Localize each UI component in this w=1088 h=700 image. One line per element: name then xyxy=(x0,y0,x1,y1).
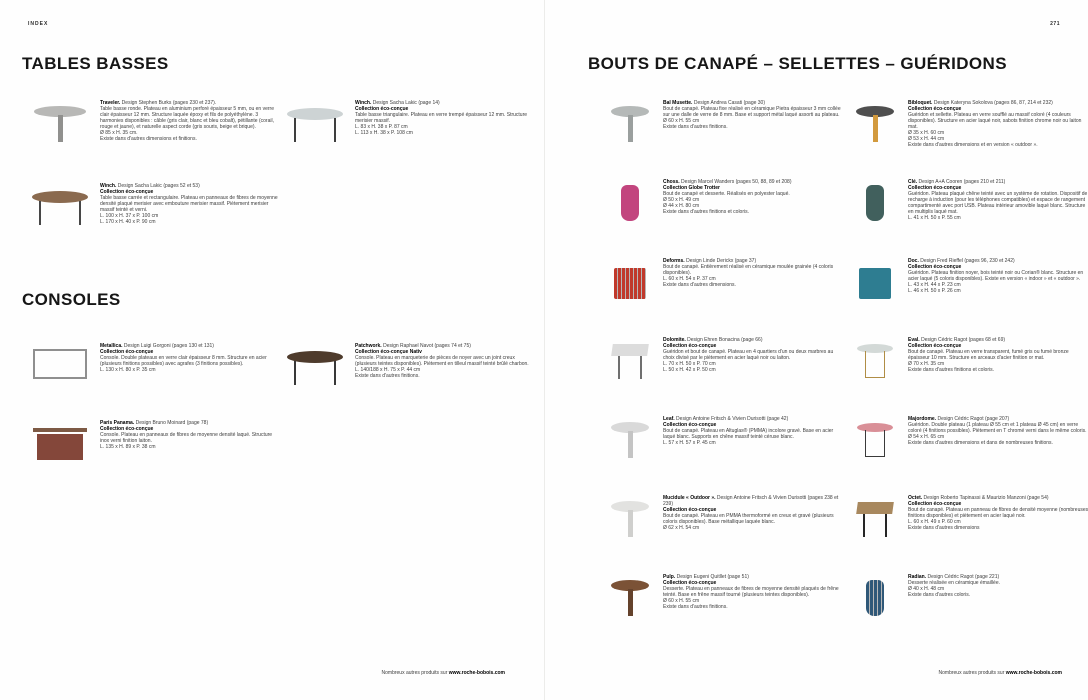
product-dimensions: L. 113 x H. 38 x P. 108 cm xyxy=(355,130,413,136)
product-entry-cle xyxy=(850,179,1088,258)
product-dimensions: Ø 60 x H. 55 cm xyxy=(663,118,700,124)
product-image-winch-verre xyxy=(286,102,344,144)
product-entry-radian xyxy=(850,574,1088,653)
product-image-mucidule xyxy=(608,497,652,539)
product-text xyxy=(100,343,280,373)
product-image-cell xyxy=(605,258,655,302)
product-designer-credit: Design Raphael Navot (pages 74 et 75) xyxy=(381,343,471,349)
product-image-cell xyxy=(28,183,92,227)
product-name: Patchwork. xyxy=(355,343,382,349)
product-dimensions: L. 135 x H. 89 x P. 38 cm xyxy=(100,444,156,450)
product-image-cle xyxy=(853,181,897,223)
product-designer-credit: Design Cédric Ragot (page 207) xyxy=(936,416,1010,422)
product-text xyxy=(908,495,1088,531)
product-text xyxy=(908,179,1088,221)
product-designer-credit: Design Linde Derickx (page 37) xyxy=(684,258,757,264)
product-designer-credit: Design Antoine Fritsch & Vivien Durisotti (page 42) xyxy=(674,416,789,422)
product-image-cell xyxy=(605,495,655,539)
product-entry-metallica xyxy=(28,343,280,420)
product-availability-note: Existe dans d'autres finitions. xyxy=(663,124,728,130)
product-collection: Collection éco-conçue xyxy=(663,343,717,349)
product-image-cell xyxy=(850,495,900,539)
product-name: Radian. xyxy=(908,574,927,580)
product-designer-credit: Design Sacha Lakic (pages 52 et 53) xyxy=(116,183,200,189)
product-entry-pulp xyxy=(605,574,845,653)
product-name: Dolomite. xyxy=(663,337,686,343)
product-dimensions: Ø 44 x H. 80 cm xyxy=(663,203,700,209)
product-image-base xyxy=(628,115,633,142)
product-image-base xyxy=(618,356,642,379)
product-entry-bal-musette xyxy=(605,100,845,179)
product-image-dolomite xyxy=(608,339,652,381)
product-collection: Collection éco-conçue xyxy=(100,426,154,432)
consoles-column-1 xyxy=(28,343,280,497)
product-designer-credit: Design Stephen Burks (pages 230 et 237). xyxy=(120,100,217,106)
product-image-top xyxy=(866,580,884,616)
product-designer-credit: Design Bruno Moinard (page 78) xyxy=(134,420,209,426)
product-name: Mucidule « Outdoor ». xyxy=(663,495,716,501)
product-dimensions: L. 100 x H. 37 x P. 100 cm xyxy=(100,213,159,219)
product-image-cell xyxy=(605,179,655,223)
product-image-cell xyxy=(850,416,900,460)
product-name: Paris Panama. xyxy=(100,420,135,426)
product-image-cell xyxy=(850,337,900,381)
product-name: Majordome. xyxy=(908,416,937,422)
product-image-cell xyxy=(850,574,900,618)
tables-basses-column-2 xyxy=(283,100,535,183)
product-dimensions: L. 70 x H. 50 x P. 70 cm xyxy=(663,361,716,367)
product-description: Bout de canapé. Plateau en Altuglas® (PMMA) incolore gravé. Base en acier laqué blanc. Supports en chêne massif teinté céruse blanc. xyxy=(663,428,834,440)
product-image-base xyxy=(863,514,887,537)
product-designer-credit: Design Kateryna Sokolova (pages 86, 87, 214 et 232) xyxy=(932,100,1053,106)
footer-left xyxy=(0,670,505,676)
product-image-base xyxy=(873,115,878,142)
product-designer-credit: Design Sacha Lakic (page 14) xyxy=(371,100,440,106)
product-dimensions: L. 130 x H. 80 x P. 35 cm xyxy=(100,367,156,373)
footer-left-url: www.roche-bobois.com xyxy=(448,670,505,676)
product-name: Choss. xyxy=(663,179,680,185)
product-image-base xyxy=(628,510,633,537)
product-description: Bout de canapé et desserte. Réalisés en polyester laqué. xyxy=(663,191,790,197)
product-collection: Collection éco-conçue xyxy=(908,501,962,507)
product-description: Desserte réalisée en céramique émaillée. xyxy=(908,580,1000,586)
product-image-cell xyxy=(605,416,655,460)
product-entry-dolomite xyxy=(605,337,845,416)
product-name: Leaf. xyxy=(663,416,675,422)
product-image-metallica xyxy=(31,345,89,387)
product-entry-winch-bois xyxy=(28,183,280,266)
product-image-doc xyxy=(853,260,897,302)
product-dimensions: L. 60 x H. 49 x P. 60 cm xyxy=(908,519,961,525)
product-designer-credit: Design Roberto Tapinassi & Maurizio Manzoni (page 54) xyxy=(922,495,1049,501)
product-image-octet xyxy=(853,497,897,539)
product-dimensions: L. 60 x H. 54 x P. 37 cm xyxy=(663,276,716,282)
product-availability-note: Existe dans d'autres dimensions et dans de nombreuses finitions. xyxy=(908,440,1053,446)
product-designer-credit: Design Cédric Ragot (pages 68 et 69) xyxy=(919,337,1006,343)
product-image-cell xyxy=(605,574,655,618)
product-text xyxy=(100,100,280,142)
product-description: Guéridon. Plateau finition noyer, bois teinté noir ou Corian® blanc. Structure en acier laqué (5 coloris disponibles). Existe en version « indoor » et « outdoor ». xyxy=(908,270,1084,282)
product-text xyxy=(663,416,845,446)
product-image-cell xyxy=(28,343,92,387)
product-dimensions: Ø 60 x H. 55 cm xyxy=(663,598,700,604)
product-description: Bout de canapé. Entièrement réalisé en céramique moulée grainée (4 coloris disponibles). xyxy=(663,264,834,276)
product-collection: Collection éco-conçue xyxy=(663,580,717,586)
product-entry-octet xyxy=(850,495,1088,574)
product-availability-note: Existe dans d'autres finitions et coloris. xyxy=(908,367,994,373)
product-text xyxy=(663,495,845,531)
product-name: Metallica. xyxy=(100,343,123,349)
product-title-line xyxy=(663,495,845,507)
product-entry-deforms xyxy=(605,258,845,337)
product-collection: Collection éco-conçue xyxy=(908,264,962,270)
product-image-bibloquet xyxy=(853,102,897,144)
product-designer-credit: Design Fred Rieffel (pages 96, 230 et 242) xyxy=(918,258,1015,264)
index-label: INDEX xyxy=(28,21,49,27)
product-name: Eval. xyxy=(908,337,920,343)
product-dimensions: Ø 62 x H. 54 cm xyxy=(663,525,700,531)
product-name: Winch. xyxy=(100,183,117,189)
product-text xyxy=(908,574,1088,598)
product-text xyxy=(100,420,280,450)
product-name: Winch. xyxy=(355,100,372,106)
product-collection: Collection éco-conçue xyxy=(663,422,717,428)
product-image-cell xyxy=(850,179,900,223)
product-image-top xyxy=(33,428,87,432)
product-availability-note: Existe dans d'autres dimensions xyxy=(908,525,980,531)
product-text xyxy=(663,100,845,130)
product-name: Traveler. xyxy=(100,100,121,106)
product-text xyxy=(663,258,845,288)
product-image-cell xyxy=(28,420,92,464)
section-title-tables-basses: TABLES BASSES xyxy=(22,54,169,73)
product-designer-credit: Design Marcel Wanders (pages 50, 88, 89 et 208) xyxy=(679,179,792,185)
page-number: 271 xyxy=(1050,21,1060,27)
product-entry-leaf xyxy=(605,416,845,495)
consoles-column-2 xyxy=(283,343,535,420)
product-image-top xyxy=(866,185,884,221)
product-image-base xyxy=(865,430,885,457)
product-name: Octet. xyxy=(908,495,923,501)
product-image-patchwork xyxy=(286,345,344,387)
product-image-top xyxy=(611,344,649,356)
product-entry-paris-panama xyxy=(28,420,280,497)
product-description: Console. Double plateaux en verre clair épaisseur 8 mm. Structure en acier (plusieurs finitions possibles) avec agrafes (3 finitions possibles). xyxy=(100,355,267,367)
footer-right-url: www.roche-bobois.com xyxy=(1005,670,1062,676)
product-text xyxy=(355,343,535,379)
product-text xyxy=(663,337,845,373)
product-dimensions: Ø 53 x H. 44 cm xyxy=(908,136,945,142)
product-designer-credit: Design Luigi Gorgoni (pages 130 et 131) xyxy=(122,343,214,349)
product-image-base xyxy=(294,361,336,385)
footer-left-text: Nombreux autres produits sur xyxy=(381,670,449,676)
product-availability-note: Existe dans d'autres coloris. xyxy=(908,592,971,598)
product-image-base xyxy=(865,351,885,378)
product-entry-eval xyxy=(850,337,1088,416)
product-image-top xyxy=(621,185,639,221)
product-collection: Collection éco-conçue xyxy=(663,507,717,513)
product-collection: Collection éco-conçue xyxy=(100,349,154,355)
section-title-consoles: CONSOLES xyxy=(22,290,121,309)
product-entry-patchwork xyxy=(283,343,535,420)
product-description: Guéridon et sellette. Plateau en verre soufflé au massif coloré (4 couleurs disponibles). Structure en acier laqué noir, sabots finition chrome noir ou laiton mat. xyxy=(908,112,1082,130)
tables-basses-column-1 xyxy=(28,100,280,266)
product-entry-mucidule xyxy=(605,495,845,574)
product-dimensions: L. 170 x H. 40 x P. 90 cm xyxy=(100,219,156,225)
product-text xyxy=(663,574,845,610)
product-name: Pulp. xyxy=(663,574,676,580)
product-image-deforms xyxy=(608,260,652,302)
product-image-top xyxy=(856,502,894,514)
product-description: Console. Plateau en marqueterie de pièces de noyer avec un joint creux (plusieurs teintes disponibles). Piètement en tilleul massif teinté brûlé charbon. xyxy=(355,355,529,367)
product-availability-note: Existe dans d'autres dimensions. xyxy=(663,282,736,288)
product-name: Bal Musette. xyxy=(663,100,693,106)
product-image-eval xyxy=(853,339,897,381)
product-collection: Collection Globe Trotter xyxy=(663,185,720,191)
product-image-majordome xyxy=(853,418,897,460)
product-description: Bout de canapé. Plateau en verre transparent, fumé gris ou fumé bronze épaisseur 10 mm. Structure en arceaux d'acier finition or mat. xyxy=(908,349,1069,361)
product-image-leaf xyxy=(608,418,652,460)
product-collection: Collection éco-conçue Nativ xyxy=(355,349,422,355)
product-description: Bout de canapé. Plateau en PMMA thermoformé en creux et gravé (plusieurs coloris disponibles). Base métallique laquée blanc. xyxy=(663,513,834,525)
product-designer-credit: Design A+A Cooren (pages 210 et 211) xyxy=(917,179,1006,185)
product-image-cell xyxy=(283,343,347,387)
product-entry-traveler xyxy=(28,100,280,183)
page-divider xyxy=(544,0,545,700)
product-text xyxy=(100,183,280,225)
product-availability-note: Existe dans d'autres finitions. xyxy=(355,373,420,379)
product-collection: Collection éco-conçue xyxy=(908,106,962,112)
product-image-top xyxy=(33,349,87,379)
product-image-cell xyxy=(850,258,900,302)
product-designer-credit: Design Andrea Casati (page 30) xyxy=(692,100,765,106)
product-name: Clé. xyxy=(908,179,918,185)
product-image-base xyxy=(628,589,633,616)
product-description: Guéridon. Double plateau (1 plateau Ø 55 cm et 1 plateau Ø 45 cm) en verre coloré (4 finitions possibles). Piètement en T chromé verni dans le même coloris. xyxy=(908,422,1087,434)
footer-right-text: Nombreux autres produits sur xyxy=(938,670,1006,676)
product-dimensions: L. 57 x H. 57 x P. 45 cm xyxy=(663,440,716,446)
product-image-traveler xyxy=(31,102,89,144)
product-description: Bout de canapé. Plateau fixe réalisé en céramique Pietra épaisseur 3 mm collée sur une dalle de verre de 8 mm. Base et support métal laqué assorti au plateau. xyxy=(663,106,841,118)
product-dimensions: Ø 54 x H. 65 cm xyxy=(908,434,945,440)
right-page-column-1 xyxy=(605,100,845,653)
product-text xyxy=(908,416,1088,446)
product-description: Desserte. Plateau en panneaux de fibres de moyenne densité plaqués de frêne teinté. Base en frêne massif tourné (plusieurs teintes disponibles). xyxy=(663,586,839,598)
product-dimensions: L. 140/188 x H. 75 x P. 44 cm xyxy=(355,367,421,373)
product-image-base xyxy=(294,118,336,142)
right-page-column-2 xyxy=(850,100,1088,653)
product-availability-note: Existe dans d'autres dimensions et en version « outdoor ». xyxy=(908,142,1038,148)
product-name: Bibloquet. xyxy=(908,100,933,106)
product-image-bal-musette xyxy=(608,102,652,144)
product-text xyxy=(908,258,1088,294)
product-image-winch-bois xyxy=(31,185,89,227)
product-image-choss xyxy=(608,181,652,223)
product-designer-credit: Design Antoine Fritsch & Vivien Durisotti (pages 238 et 239) xyxy=(663,495,839,507)
product-image-base xyxy=(39,201,81,225)
product-dimensions: Ø 35 x H. 60 cm xyxy=(908,130,945,136)
product-entry-choss xyxy=(605,179,845,258)
product-dimensions: L. 83 x H. 38 x P. 87 cm xyxy=(355,124,408,130)
footer-right xyxy=(544,670,1062,676)
product-dimensions: L. 50 x H. 42 x P. 50 cm xyxy=(663,367,716,373)
product-name: Doc. xyxy=(908,258,919,264)
product-designer-credit: Design Cédric Ragot (page 221) xyxy=(926,574,1000,580)
product-description: Guéridon et bout de canapé. Plateau en 4 quartiers d'un ou deux marbres au choix divisé par le piètement en acier laqué noir ou laiton. xyxy=(663,349,834,361)
product-dimensions: L. 43 x H. 44 x P. 23 cm xyxy=(908,282,961,288)
section-title-bouts-de-canape: BOUTS DE CANAPÉ – SELLETTES – GUÉRIDONS xyxy=(588,54,1007,73)
product-text xyxy=(663,179,845,215)
product-image-cell xyxy=(605,100,655,144)
product-collection: Collection éco-conçue xyxy=(100,189,154,195)
product-text xyxy=(355,100,535,136)
product-dimensions: Ø 85 x H. 35 cm. xyxy=(100,130,138,136)
product-text xyxy=(908,337,1088,373)
product-designer-credit: Design Ehren Bonacina (page 66) xyxy=(685,337,763,343)
product-availability-note: Existe dans d'autres finitions. xyxy=(663,604,728,610)
product-text xyxy=(908,100,1088,148)
product-dimensions: L. 41 x H. 50 x P. 55 cm xyxy=(908,215,961,221)
product-description: Table basse triangulaire. Plateau en verre trempé épaisseur 12 mm. Structure merisier massif. xyxy=(355,112,528,124)
product-image-top xyxy=(859,268,891,299)
product-image-cell xyxy=(605,337,655,381)
product-image-cell xyxy=(28,100,92,144)
product-image-top xyxy=(614,268,646,299)
product-entry-winch-verre xyxy=(283,100,535,183)
product-entry-majordome xyxy=(850,416,1088,495)
product-dimensions: L. 46 x H. 50 x P. 26 cm xyxy=(908,288,961,294)
product-entry-bibloquet xyxy=(850,100,1088,179)
product-collection: Collection éco-conçue xyxy=(908,343,962,349)
product-image-base xyxy=(628,431,633,458)
product-description: Table basse carrée et rectangulaire. Plateau en panneaux de fibres de moyenne densité plaqué merisier avec embouture merisier massif. Piètement merisier massif teinté et verni. xyxy=(100,195,278,213)
product-description: Table basse ronde. Plateau en aluminium perforé épaisseur 5 mm, ou en verre clair épaisseur 12 mm. Structure laquée époxy et fils de polyéthylène. 3 harmonies disponibles : câble (gris clair, blanc et bleu cobalt), pétillante (corail, rouge et jaune), et naturelle aspect corde (gris souris, beige et brique). xyxy=(100,106,274,130)
product-name: Deforms. xyxy=(663,258,685,264)
product-entry-doc xyxy=(850,258,1088,337)
product-collection: Collection éco-conçue xyxy=(355,106,409,112)
product-image-base xyxy=(37,434,83,460)
product-availability-note: Existe dans d'autres finitions et coloris. xyxy=(663,209,749,215)
product-dimensions: Ø 50 x H. 49 cm xyxy=(663,197,700,203)
product-image-pulp xyxy=(608,576,652,618)
product-description: Console. Plateau en panneaux de fibres de moyenne densité laqué. Structure inox verni finition laiton. xyxy=(100,432,273,444)
product-image-cell xyxy=(283,100,347,144)
product-dimensions: Ø 40 x H. 48 cm xyxy=(908,586,945,592)
product-description: Guéridon. Plateau plaqué chêne teinté avec un système de rotation. Dispositif de recharge à induction (pour les téléphones compatibles) et espace de rangement compartimenté avec port USB. Plateau intérieur amovible laqué blanc. Structure en multiplis laqué mat. xyxy=(908,191,1088,215)
product-availability-note: Existe dans d'autres dimensions et finitions. xyxy=(100,136,197,142)
product-image-paris-panama xyxy=(31,422,89,464)
product-collection: Collection éco-conçue xyxy=(908,185,962,191)
product-image-radian xyxy=(853,576,897,618)
product-image-base xyxy=(58,115,63,142)
product-designer-credit: Design Eugeni Quitllet (page 51) xyxy=(675,574,749,580)
product-image-cell xyxy=(850,100,900,144)
product-dimensions: Ø 70 x H. 35 cm xyxy=(908,361,945,367)
product-description: Bout de canapé. Plateau en panneau de fibres de densité moyenne (nombreuses finitions disponibles) et piètement en acier laqué noir. xyxy=(908,507,1088,519)
